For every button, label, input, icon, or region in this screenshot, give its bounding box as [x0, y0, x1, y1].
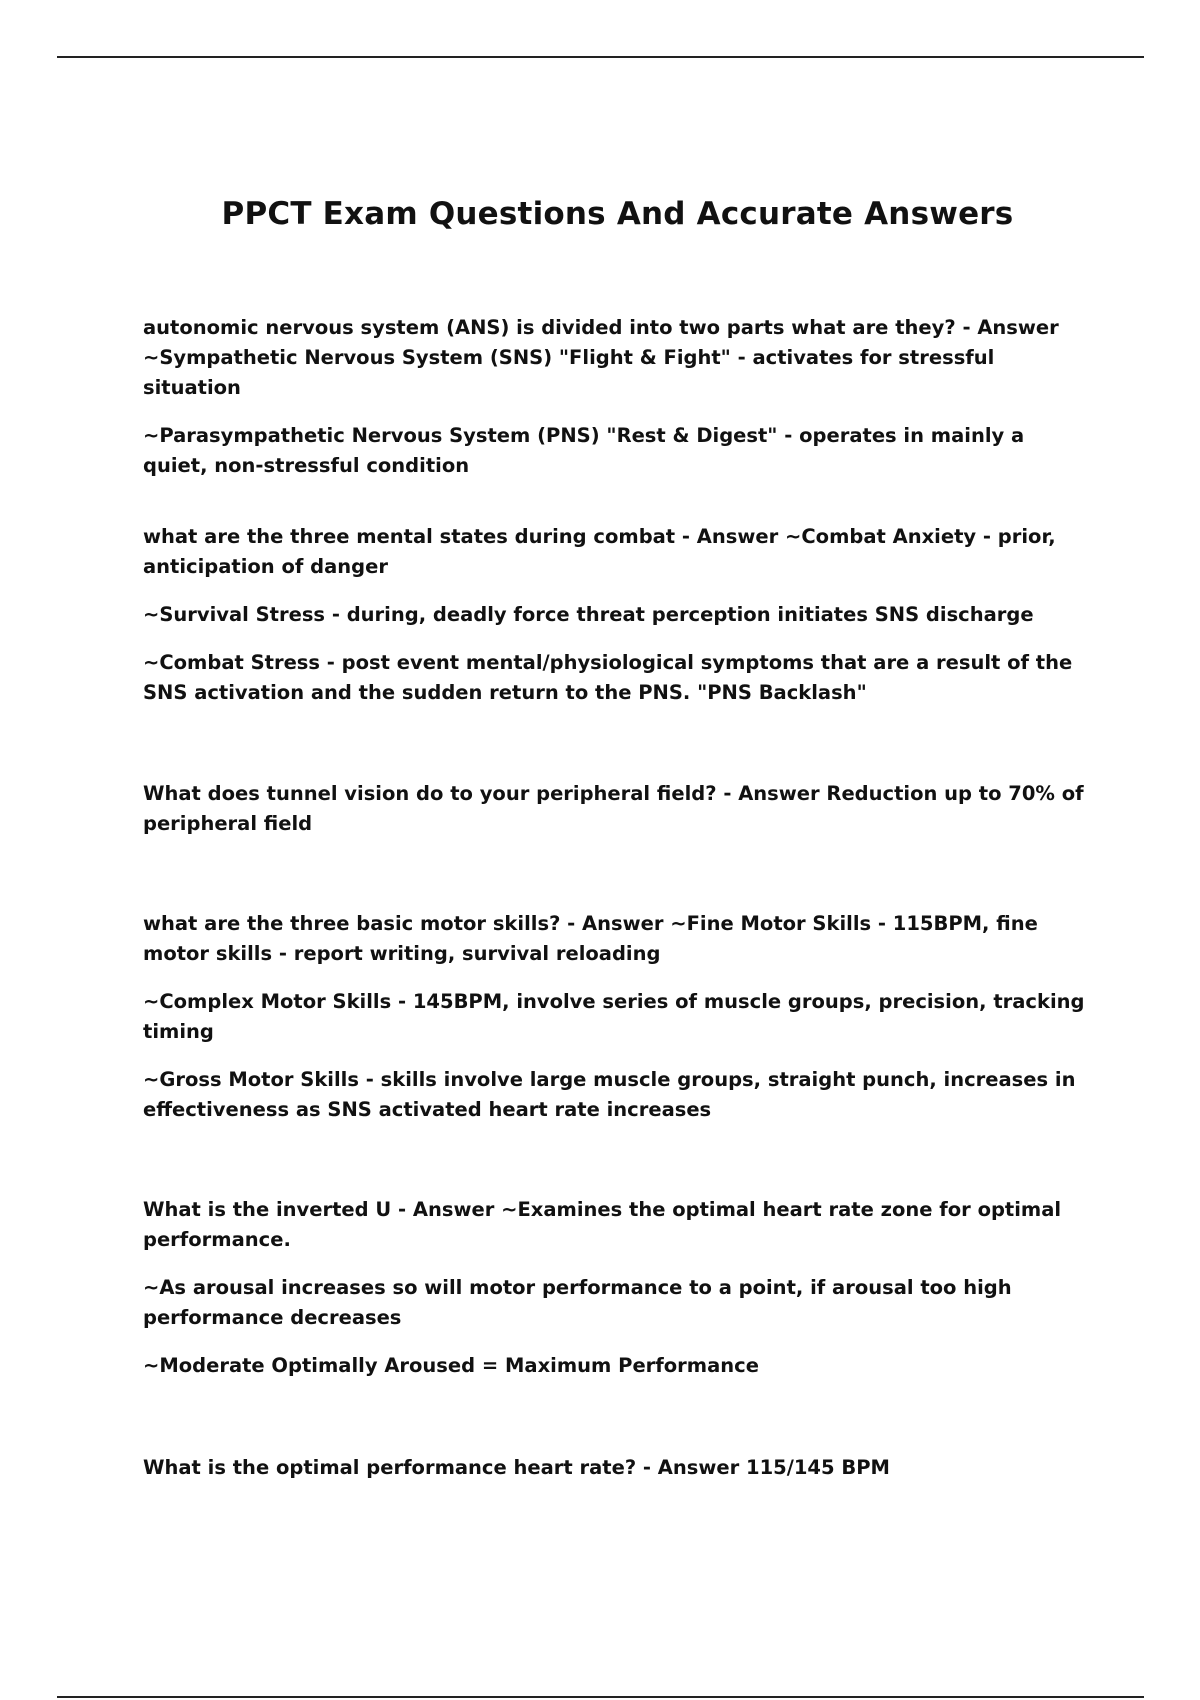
qa-block-motor-skills — [143, 909, 1093, 1125]
qa-block-inverted-u — [143, 1195, 1093, 1381]
header-rule — [57, 56, 1144, 58]
qa-paragraph: What does tunnel vision do to your peripheral field? - Answer Reduction up to 70% of peripheral field — [143, 782, 1084, 835]
qa-paragraph: ~Gross Motor Skills - skills involve large muscle groups, straight punch, increases in effectiveness as SNS activated heart rate increases — [143, 1068, 1076, 1121]
qa-block-ans — [143, 313, 1093, 481]
document-title: PPCT Exam Questions And Accurate Answers — [221, 196, 1014, 232]
qa-paragraph: ~As arousal increases so will motor performance to a point, if arousal too high performance decreases — [143, 1276, 1012, 1329]
qa-paragraph: autonomic nervous system (ANS) is divided into two parts what are they? - Answer ~Sympathetic Nervous System (SNS) "Flight & Fight" - activates for stressful situation — [143, 316, 1059, 399]
qa-paragraph: What is the optimal performance heart rate? - Answer 115/145 BPM — [143, 1456, 890, 1479]
qa-paragraph: ~Survival Stress - during, deadly force threat perception initiates SNS discharge — [143, 603, 1034, 626]
qa-block-heart-rate — [143, 1453, 1093, 1483]
qa-paragraph: ~Moderate Optimally Aroused = Maximum Performance — [143, 1354, 759, 1377]
qa-paragraph: ~Complex Motor Skills - 145BPM, involve series of muscle groups, precision, tracking timing — [143, 990, 1085, 1043]
qa-block-mental-states — [143, 522, 1093, 708]
footer-rule — [57, 1696, 1144, 1698]
qa-block-tunnel-vision — [143, 779, 1093, 839]
qa-paragraph: what are the three basic motor skills? - Answer ~Fine Motor Skills - 115BPM, fine motor skills - report writing, survival reloading — [143, 912, 1038, 965]
qa-paragraph: ~Parasympathetic Nervous System (PNS) "Rest & Digest" - operates in mainly a quiet, non-stressful condition — [143, 424, 1025, 477]
qa-paragraph: What is the inverted U - Answer ~Examines the optimal heart rate zone for optimal performance. — [143, 1198, 1062, 1251]
qa-paragraph: what are the three mental states during combat - Answer ~Combat Anxiety - prior, anticipation of danger — [143, 525, 1056, 578]
qa-paragraph: ~Combat Stress - post event mental/physiological symptoms that are a result of the SNS activation and the sudden return to the PNS. "PNS Backlash" — [143, 651, 1073, 704]
